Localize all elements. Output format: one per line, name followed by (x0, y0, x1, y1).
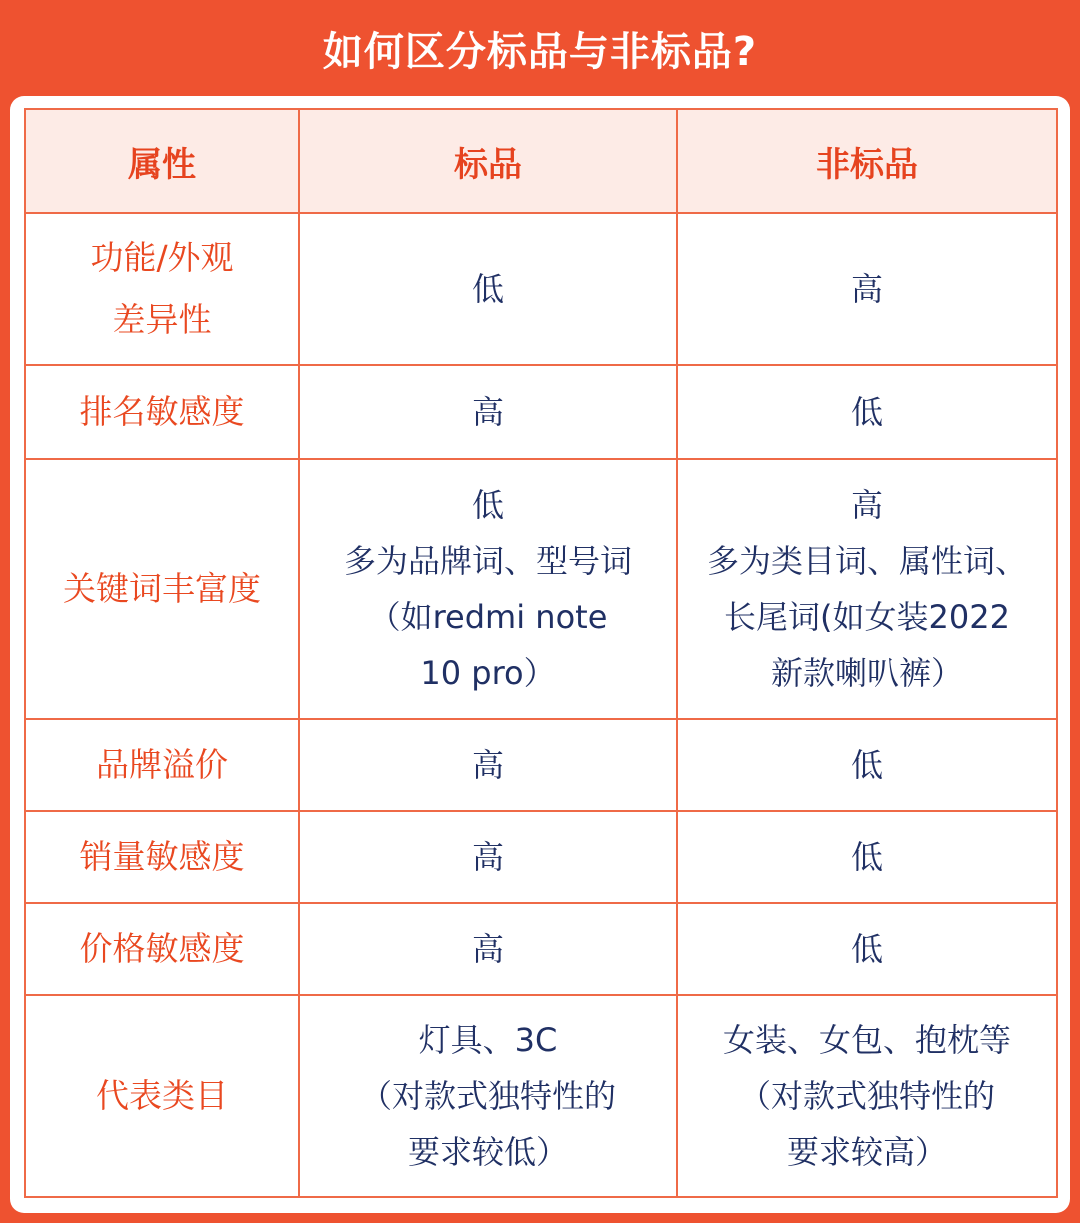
header-attribute: 属性 (25, 109, 299, 213)
cell-line: 品牌溢价 (96, 745, 228, 784)
non-standard-cell (677, 459, 1057, 719)
cell-line: 高 (471, 393, 504, 431)
attribute-cell (25, 459, 299, 719)
non-standard-cell (677, 213, 1057, 365)
cell-line: 灯具、3C (418, 1021, 558, 1059)
cell-line: 多为品牌词、型号词 (343, 542, 632, 580)
cell-line: 关键词丰富度 (63, 569, 261, 608)
non-standard-cell (677, 719, 1057, 811)
cell-line: 低 (850, 393, 883, 431)
standard-cell (299, 995, 677, 1197)
page-title: 如何区分标品与非标品? (322, 28, 758, 75)
standard-cell (299, 719, 677, 811)
cell-line: 高 (471, 838, 504, 876)
non-standard-cell (677, 995, 1057, 1197)
cell-line: 要求较高） (786, 1133, 947, 1171)
attribute-cell (25, 995, 299, 1197)
cell-line: 代表类目 (96, 1076, 228, 1115)
cell-line: 多为类目词、属性词、 (706, 542, 1027, 580)
cell-line: （对款式独特性的 (359, 1077, 616, 1115)
cell-line: 新款喇叭裤） (770, 654, 963, 692)
table-row (25, 995, 1057, 1197)
cell-line: 低 (850, 746, 883, 784)
standard-cell (299, 459, 677, 719)
cell-line: 低 (471, 486, 504, 524)
non-standard-cell (677, 365, 1057, 459)
comparison-table (24, 108, 1058, 1198)
cell-line: （如redmi note (368, 598, 608, 636)
cell-line: （对款式独特性的 (738, 1077, 995, 1115)
non-standard-cell (677, 811, 1057, 903)
cell-line: 排名敏感度 (79, 392, 245, 431)
cell-line: 销量敏感度 (79, 837, 245, 876)
standard-cell (299, 903, 677, 995)
cell-line: 低 (850, 838, 883, 876)
standard-cell (299, 213, 677, 365)
header-non-standard: 非标品 (677, 109, 1057, 213)
cell-line: 功能/外观 (90, 238, 234, 277)
non-standard-cell (677, 903, 1057, 995)
table-header-row (25, 109, 1057, 213)
table-row (25, 459, 1057, 719)
standard-cell (299, 365, 677, 459)
cell-line: 高 (850, 270, 883, 308)
cell-line: 要求较低） (407, 1133, 568, 1171)
standard-cell (299, 811, 677, 903)
cell-line: 高 (850, 486, 883, 524)
cell-line: 价格敏感度 (79, 929, 245, 968)
cell-line: 长尾词(如女装2022 (724, 598, 1010, 636)
attribute-cell (25, 811, 299, 903)
cell-line: 女装、女包、抱枕等 (722, 1021, 1011, 1059)
cell-line: 低 (471, 270, 504, 308)
attribute-cell (25, 213, 299, 365)
header-standard: 标品 (299, 109, 677, 213)
cell-line: 高 (471, 746, 504, 784)
attribute-cell (25, 903, 299, 995)
table-row (25, 213, 1057, 365)
table-row (25, 365, 1057, 459)
cell-line: 低 (850, 930, 883, 968)
attribute-cell (25, 719, 299, 811)
table-row (25, 719, 1057, 811)
cell-line: 10 pro） (420, 654, 556, 692)
cell-line: 差异性 (112, 300, 212, 339)
table-row (25, 811, 1057, 903)
attribute-cell (25, 365, 299, 459)
cell-line: 高 (471, 930, 504, 968)
table-row (25, 903, 1057, 995)
